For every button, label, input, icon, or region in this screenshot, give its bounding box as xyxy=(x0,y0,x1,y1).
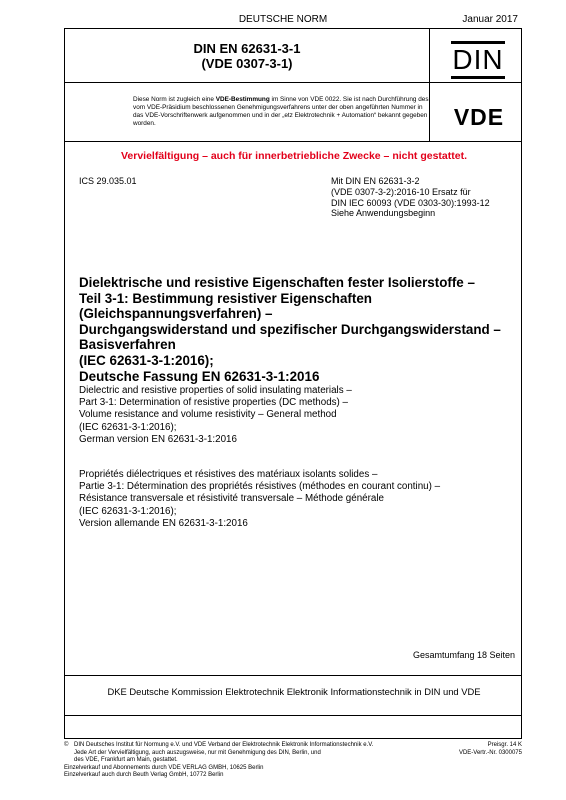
total-pages: Gesamtumfang 18 Seiten xyxy=(412,650,515,660)
ics-code: ICS 29.035.01 xyxy=(79,176,137,186)
title-english xyxy=(79,385,519,446)
title-line: (IEC 62631-3-1:2016); xyxy=(79,421,177,433)
title-german xyxy=(79,275,519,384)
replaces-line: Siehe Anwendungsbeginn xyxy=(331,208,436,219)
title-line: (IEC 62631-3-1:2016); xyxy=(79,505,177,517)
title-line: Basisverfahren xyxy=(79,337,176,353)
reproduction-notice: Vervielfältigung – auch für innerbetriebliche Zwecke – nicht gestattet. xyxy=(120,150,467,162)
dke-divider xyxy=(65,715,521,716)
page-header xyxy=(0,14,566,26)
header-bottom-divider xyxy=(65,141,521,142)
copyright-line: des VDE, Frankfurt am Main, gestattet. xyxy=(74,757,178,764)
title-line: Propriétés diélectriques et résistives des matériaux isolants solides – xyxy=(79,469,378,480)
pages-divider xyxy=(65,675,521,676)
title-french xyxy=(79,469,519,530)
title-line: German version EN 62631-3-1:2016 xyxy=(79,433,237,445)
title-line: Deutsche Fassung EN 62631-3-1:2016 xyxy=(79,368,320,384)
replaces-line: Mit DIN EN 62631-3-2 xyxy=(331,176,420,186)
vde-note-bold: VDE-Bestimmung xyxy=(215,96,270,103)
dke-committee: DKE Deutsche Kommission Elektrotechnik Elektronik Informationstechnik in DIN und VDE xyxy=(107,686,481,697)
title-line: Teil 3-1: Bestimmung resistiver Eigenschaften xyxy=(79,290,372,306)
title-line: (IEC 62631-3-1:2016); xyxy=(79,352,214,368)
replaces-line: (VDE 0307-3-2):2016-10 Ersatz für xyxy=(331,186,471,197)
price-block xyxy=(422,742,522,757)
issue-date: Januar 2017 xyxy=(462,14,518,25)
din-logo-bottom-bar xyxy=(451,76,505,79)
header-row-divider xyxy=(65,82,521,83)
title-line: Part 3-1: Determination of resistive properties (DC methods) – xyxy=(79,397,348,409)
title-line: (Gleichspannungsverfahren) – xyxy=(79,306,273,322)
standard-designation xyxy=(65,41,429,71)
title-line: Durchgangswiderstand und spezifischer Durchgangswiderstand – xyxy=(79,321,501,337)
vde-order-number: VDE-Vertr.-Nr. 0300075 xyxy=(458,749,522,756)
vde-classification: (VDE 0307-3-1) xyxy=(201,56,293,71)
replaces-block xyxy=(331,176,521,219)
title-line: Volume resistance and volume resistivity – General method xyxy=(79,409,337,421)
copyright-line: Jede Art der Vervielfältigung, auch auszugsweise, nur mit Genehmigung des DIN, Berlin, und xyxy=(74,749,321,756)
replaces-line: DIN IEC 60093 (VDE 0303-30):1993-12 xyxy=(331,197,490,208)
title-line: Dielectric and resistive properties of solid insulating materials – xyxy=(79,385,352,396)
norm-category: DEUTSCHE NORM xyxy=(238,14,328,25)
vde-logo: VDE xyxy=(453,104,505,130)
title-line: Dielektrische und resistive Eigenschaften fester Isolierstoffe – xyxy=(79,275,475,290)
logo-column-divider xyxy=(429,29,430,141)
price-group: Preisgr. 14 K xyxy=(487,742,522,748)
title-line: Partie 3-1: Détermination des propriétés résistives (méthodes en courant continu) – xyxy=(79,481,441,493)
vde-regulation-note xyxy=(133,96,429,128)
din-logo xyxy=(451,41,505,79)
copyright-text: DIN Deutsches Institut für Normung e.V. und VDE Verband der Elektrotechnik Elektronik Informationstechnik e.V. xyxy=(74,742,374,748)
vde-note-intro: Diese Norm ist zugleich eine xyxy=(133,96,216,103)
copyright-block xyxy=(64,742,404,780)
vde-note-body: im Sinne von VDE 0022. Sie ist nach Durchführung des vom VDE-Präsidium beschlossenen Genehmigungsverfahrens unter der oben angeführten Nummer in das VDE-Vorschriftenwerk aufgenommen und in der „etz Elektrotechnik + Automation“ bekannt gegeben worden. xyxy=(133,96,429,127)
standard-number: DIN EN 62631-3-1 xyxy=(193,41,301,56)
title-line: Résistance transversale et résistivité transversale – Méthode générale xyxy=(79,493,384,505)
sales-line: Einzelverkauf und Abonnements durch VDE VERLAG GMBH, 10625 Berlin xyxy=(64,764,264,771)
sales-line: Einzelverkauf auch durch Beuth Verlag GmbH, 10772 Berlin xyxy=(64,772,224,779)
din-logo-text: DIN xyxy=(452,44,504,75)
copyright-symbol: © xyxy=(64,742,69,748)
copyright-line xyxy=(64,742,404,750)
title-page-frame xyxy=(64,28,522,739)
title-line: Version allemande EN 62631-3-1:2016 xyxy=(79,517,248,529)
